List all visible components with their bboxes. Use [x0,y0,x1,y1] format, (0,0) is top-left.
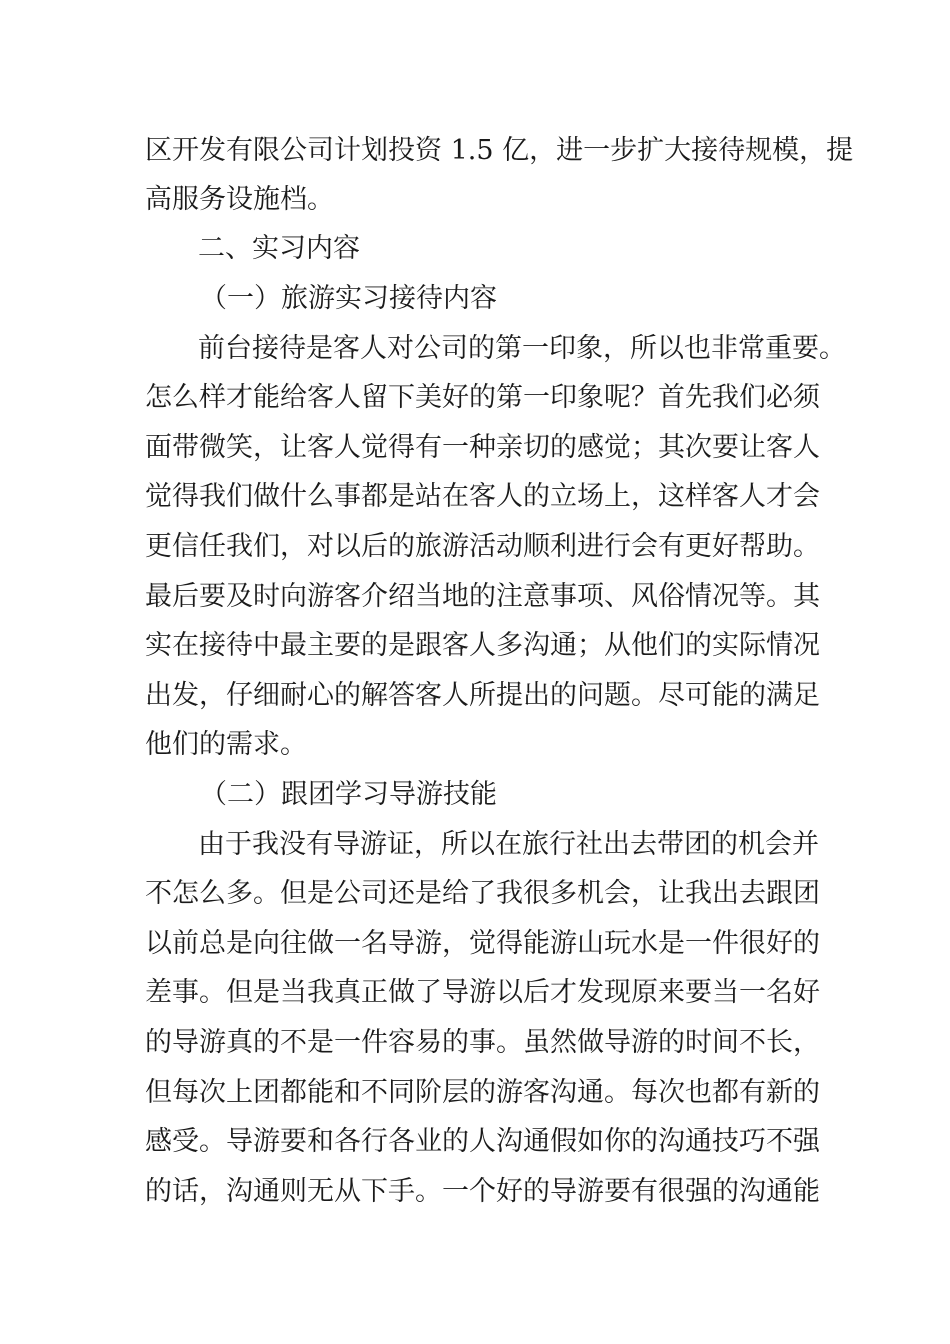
section-heading: 二、实习内容 [198,233,360,264]
paragraph-line: 最后要及时向游客介绍当地的注意事项、风俗情况等。其 [145,581,820,612]
subsection-heading: （一）旅游实习接待内容 [200,283,497,314]
paragraph-line: 的导游真的不是一件容易的事。虽然做导游的时间不长， [145,1027,820,1058]
paragraph-line: 区开发有限公司计划投资 1.5 亿，进一步扩大接待规模，提 [145,135,854,166]
paragraph-line: 不怎么多。但是公司还是给了我很多机会，让我出去跟团 [145,878,820,909]
paragraph-line: 感受。导游要和各行各业的人沟通假如你的沟通技巧不强 [145,1126,820,1157]
paragraph-line: 以前总是向往做一名导游，觉得能游山玩水是一件很好的 [145,928,820,959]
subsection-heading: （二）跟团学习导游技能 [200,779,497,810]
paragraph-line: 出发，仔细耐心的解答客人所提出的问题。尽可能的满足 [145,680,820,711]
paragraph-line: 由于我没有导游证，所以在旅行社出去带团的机会并 [198,829,819,860]
paragraph-line: 怎么样才能给客人留下美好的第一印象呢？首先我们必须 [145,382,820,413]
paragraph-line: 的话，沟通则无从下手。一个好的导游要有很强的沟通能 [145,1176,820,1207]
paragraph-line: 高服务设施档。 [145,184,334,215]
paragraph-line: 更信任我们，对以后的旅游活动顺利进行会有更好帮助。 [145,531,820,562]
paragraph-line: 实在接待中最主要的是跟客人多沟通；从他们的实际情况 [145,630,820,661]
paragraph-line: 觉得我们做什么事都是站在客人的立场上，这样客人才会 [145,481,820,512]
paragraph-line: 差事。但是当我真正做了导游以后才发现原来要当一名好 [145,977,820,1008]
paragraph-line: 前台接待是客人对公司的第一印象，所以也非常重要。 [198,333,846,364]
paragraph-line: 但每次上团都能和不同阶层的游客沟通。每次也都有新的 [145,1077,820,1108]
paragraph-line: 他们的需求。 [145,729,307,760]
paragraph-line: 面带微笑，让客人觉得有一种亲切的感觉；其次要让客人 [145,432,820,463]
